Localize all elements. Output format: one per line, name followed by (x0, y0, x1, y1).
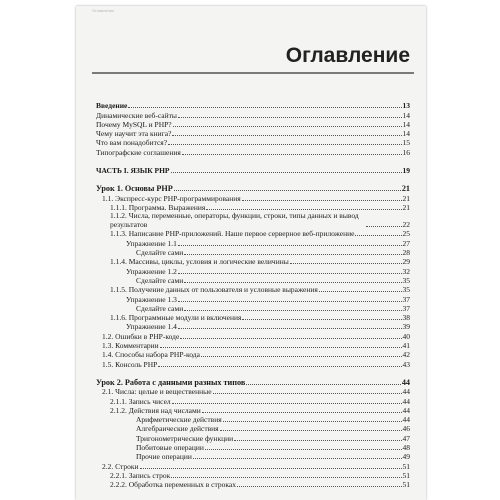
toc-leader-dots (140, 468, 402, 469)
toc-entry (96, 212, 410, 229)
toc-entry-page: 32 (402, 266, 410, 276)
toc-entry-label: Введение (96, 101, 128, 111)
toc-entry (96, 443, 410, 452)
toc-entry-label: Побитовые операции (136, 442, 204, 452)
toc-leader-dots (366, 226, 402, 227)
toc-leader-dots (205, 449, 402, 450)
toc-entry-label: 1.1.2. Числа, переменные, операторы, функции, строки, типы данных и вывод результатов (110, 210, 359, 229)
toc-entry (96, 238, 410, 247)
toc-entry-label: Урок 1. Основы PHP (96, 184, 173, 194)
toc-entry (96, 304, 410, 313)
toc-entry (96, 313, 410, 322)
toc-leader-dots (178, 117, 402, 118)
toc-entry-page: 44 (402, 387, 410, 397)
toc-leader-dots (172, 135, 401, 136)
toc-entry-page: 19 (402, 166, 410, 176)
toc-entry (96, 229, 410, 238)
toc-entry-page: 39 (402, 322, 410, 332)
toc-entry-page: 49 (402, 452, 410, 462)
toc-entry-page: 25 (402, 229, 410, 239)
toc-entry (96, 396, 410, 405)
toc-leader-dots (160, 347, 402, 348)
toc-entry (96, 147, 410, 156)
toc-entry (96, 110, 410, 119)
running-head: Оглавление (92, 8, 115, 13)
toc-entry-label: 1.5. Консоль PHP (102, 359, 158, 369)
toc-entry (96, 285, 410, 294)
toc-leader-dots (184, 282, 401, 283)
toc-entry-label: Динамические веб-сайты (96, 110, 177, 120)
toc-leader-dots (171, 477, 401, 478)
toc-leader-dots (178, 328, 402, 329)
toc-entry-page: 38 (402, 313, 410, 323)
toc-leader-dots (237, 486, 402, 487)
toc-leader-dots (242, 319, 401, 320)
toc-entry-label: Упражнение 1.1 (126, 238, 177, 248)
toc-leader-dots (290, 263, 402, 264)
toc-entry (96, 359, 410, 368)
toc-leader-dots (202, 412, 402, 413)
toc-entry-page: 51 (402, 470, 410, 480)
toc-leader-dots (180, 338, 401, 339)
toc-entry-page: 51 (402, 461, 410, 471)
toc-leader-dots (184, 310, 401, 311)
toc-entry-label: 2.2. Строки (102, 461, 139, 471)
toc-entry (96, 378, 410, 387)
toc-entry-label: 1.1.3. Написание PHP-приложений. Наше первое серверное веб-приложение (110, 229, 355, 239)
toc-leader-dots (319, 291, 402, 292)
toc-entry-label: 2.1.2. Действия над числами (110, 405, 201, 415)
toc-entry-label: Упражнение 1.2 (126, 266, 177, 276)
toc-entry-label: Что вам понадобится? (96, 138, 168, 148)
toc-entry-page: 47 (402, 433, 410, 443)
toc-entry (96, 101, 410, 110)
toc-leader-dots (206, 209, 401, 210)
toc-entry-page: 13 (402, 101, 410, 111)
toc-entry (96, 452, 410, 461)
toc-entry (96, 480, 410, 489)
toc-entry-label: Прочие операции (136, 452, 192, 462)
toc-entry-label: Сделайте сами (136, 248, 184, 258)
toc-entry (96, 471, 410, 480)
toc-entry-page: 14 (402, 110, 410, 120)
toc-leader-dots (242, 200, 402, 201)
title-rule (92, 72, 414, 74)
toc-leader-dots (128, 107, 401, 108)
toc-leader-dots (201, 356, 402, 357)
table-of-contents (96, 101, 410, 489)
toc-entry (96, 387, 410, 396)
toc-leader-dots (178, 301, 402, 302)
toc-entry-page: 44 (402, 405, 410, 415)
toc-leader-dots (168, 144, 401, 145)
toc-entry (96, 266, 410, 275)
toc-entry-label: Упражнение 1.4 (126, 322, 177, 332)
toc-entry-page: 51 (402, 480, 410, 490)
toc-entry (96, 461, 410, 470)
toc-entry (96, 248, 410, 257)
toc-entry-label: Упражнение 1.3 (126, 294, 177, 304)
toc-leader-dots (234, 440, 401, 441)
page-title: Оглавление (285, 44, 410, 67)
toc-entry-label: 2.2.2. Обработка переменных в строках (110, 480, 236, 490)
toc-entry-page: 21 (401, 184, 410, 194)
toc-entry-page: 16 (402, 147, 410, 157)
toc-entry (96, 406, 410, 415)
toc-leader-dots (213, 393, 402, 394)
toc-leader-dots (158, 366, 401, 367)
toc-entry (96, 424, 410, 433)
toc-entry-label: Сделайте сами (136, 303, 184, 313)
toc-entry-page: 40 (402, 331, 410, 341)
toc-entry-label: Чему научит эта книга? (96, 129, 172, 139)
book-page (76, 6, 426, 500)
toc-entry (96, 433, 410, 442)
toc-entry (96, 166, 410, 175)
toc-entry-page: 29 (402, 257, 410, 267)
toc-entry-page: 42 (402, 350, 410, 360)
toc-entry-page: 44 (402, 396, 410, 406)
toc-entry-label: 1.1.6. Программные модули и включения (110, 313, 242, 323)
toc-entry-label: 1.1. Экспресс-курс PHP-программирования (102, 193, 241, 203)
toc-entry-page: 15 (402, 138, 410, 148)
toc-entry (96, 184, 410, 193)
toc-entry-page: 22 (402, 220, 410, 230)
toc-entry (96, 341, 410, 350)
toc-leader-dots (182, 154, 402, 155)
toc-entry (96, 294, 410, 303)
toc-entry (96, 193, 410, 202)
toc-entry-label: ЧАСТЬ I. ЯЗЫК PHP (96, 166, 170, 176)
toc-entry-page: 27 (402, 238, 410, 248)
toc-entry-page: 37 (402, 294, 410, 304)
toc-entry-label: Арифметические действия (136, 415, 222, 425)
toc-entry-label: 2.1.1. Запись чисел (110, 396, 171, 406)
toc-entry-page: 44 (402, 415, 410, 425)
toc-entry-label: 2.1. Числа: целые и вещественные (102, 387, 212, 397)
toc-leader-dots (246, 384, 401, 385)
toc-entry-page: 41 (402, 341, 410, 351)
toc-entry-page: 28 (402, 248, 410, 258)
toc-entry (96, 138, 410, 147)
toc-leader-dots (223, 421, 402, 422)
toc-leader-dots (178, 245, 402, 246)
toc-entry-label: 1.2. Ошибки в PHP-коде (102, 331, 180, 341)
toc-leader-dots (174, 190, 401, 191)
toc-entry-label: 1.1.4. Массивы, циклы, условия и логические величины (110, 257, 289, 267)
toc-entry-page: 44 (401, 377, 410, 387)
toc-leader-dots (193, 458, 402, 459)
toc-entry-label: 2.2.1. Запись строк (110, 470, 171, 480)
toc-entry (96, 331, 410, 340)
toc-entry-page: 48 (402, 442, 410, 452)
toc-entry-label: 1.1.1. Программа. Выражения (110, 202, 206, 212)
toc-entry (96, 350, 410, 359)
toc-leader-dots (172, 403, 402, 404)
toc-entry-page: 35 (402, 285, 410, 295)
toc-leader-dots (171, 172, 402, 173)
toc-entry-page: 14 (402, 129, 410, 139)
toc-entry-page: 46 (402, 424, 410, 434)
toc-entry-label: Сделайте сами (136, 275, 184, 285)
toc-entry-page: 21 (402, 202, 410, 212)
toc-entry (96, 129, 410, 138)
toc-entry-page: 43 (402, 359, 410, 369)
toc-leader-dots (184, 254, 401, 255)
toc-entry-label: 1.4. Способы набора PHP-кода (102, 350, 200, 360)
toc-entry (96, 322, 410, 331)
toc-entry-page: 35 (402, 275, 410, 285)
toc-entry (96, 276, 410, 285)
toc-leader-dots (178, 273, 402, 274)
toc-entry-page: 37 (402, 303, 410, 313)
toc-entry (96, 257, 410, 266)
toc-entry-label: 1.3. Комментарии (102, 341, 159, 351)
toc-entry-label: Почему MySQL и PHP? (96, 119, 172, 129)
toc-entry-label: Тригонометрические функции (136, 433, 234, 443)
toc-entry-label: 1.1.5. Получение данных от пользователя и условные выражения (110, 285, 318, 295)
toc-leader-dots (173, 126, 402, 127)
toc-entry-label: Алгебраические действия (136, 424, 219, 434)
toc-entry-label: Урок 2. Работа с данными разных типов (96, 377, 246, 387)
toc-entry-label: Типографские соглашения (96, 147, 181, 157)
toc-leader-dots (355, 235, 401, 236)
toc-entry-page: 21 (402, 193, 410, 203)
toc-entry (96, 120, 410, 129)
toc-entry-page: 14 (402, 119, 410, 129)
toc-entry (96, 415, 410, 424)
toc-leader-dots (220, 430, 402, 431)
